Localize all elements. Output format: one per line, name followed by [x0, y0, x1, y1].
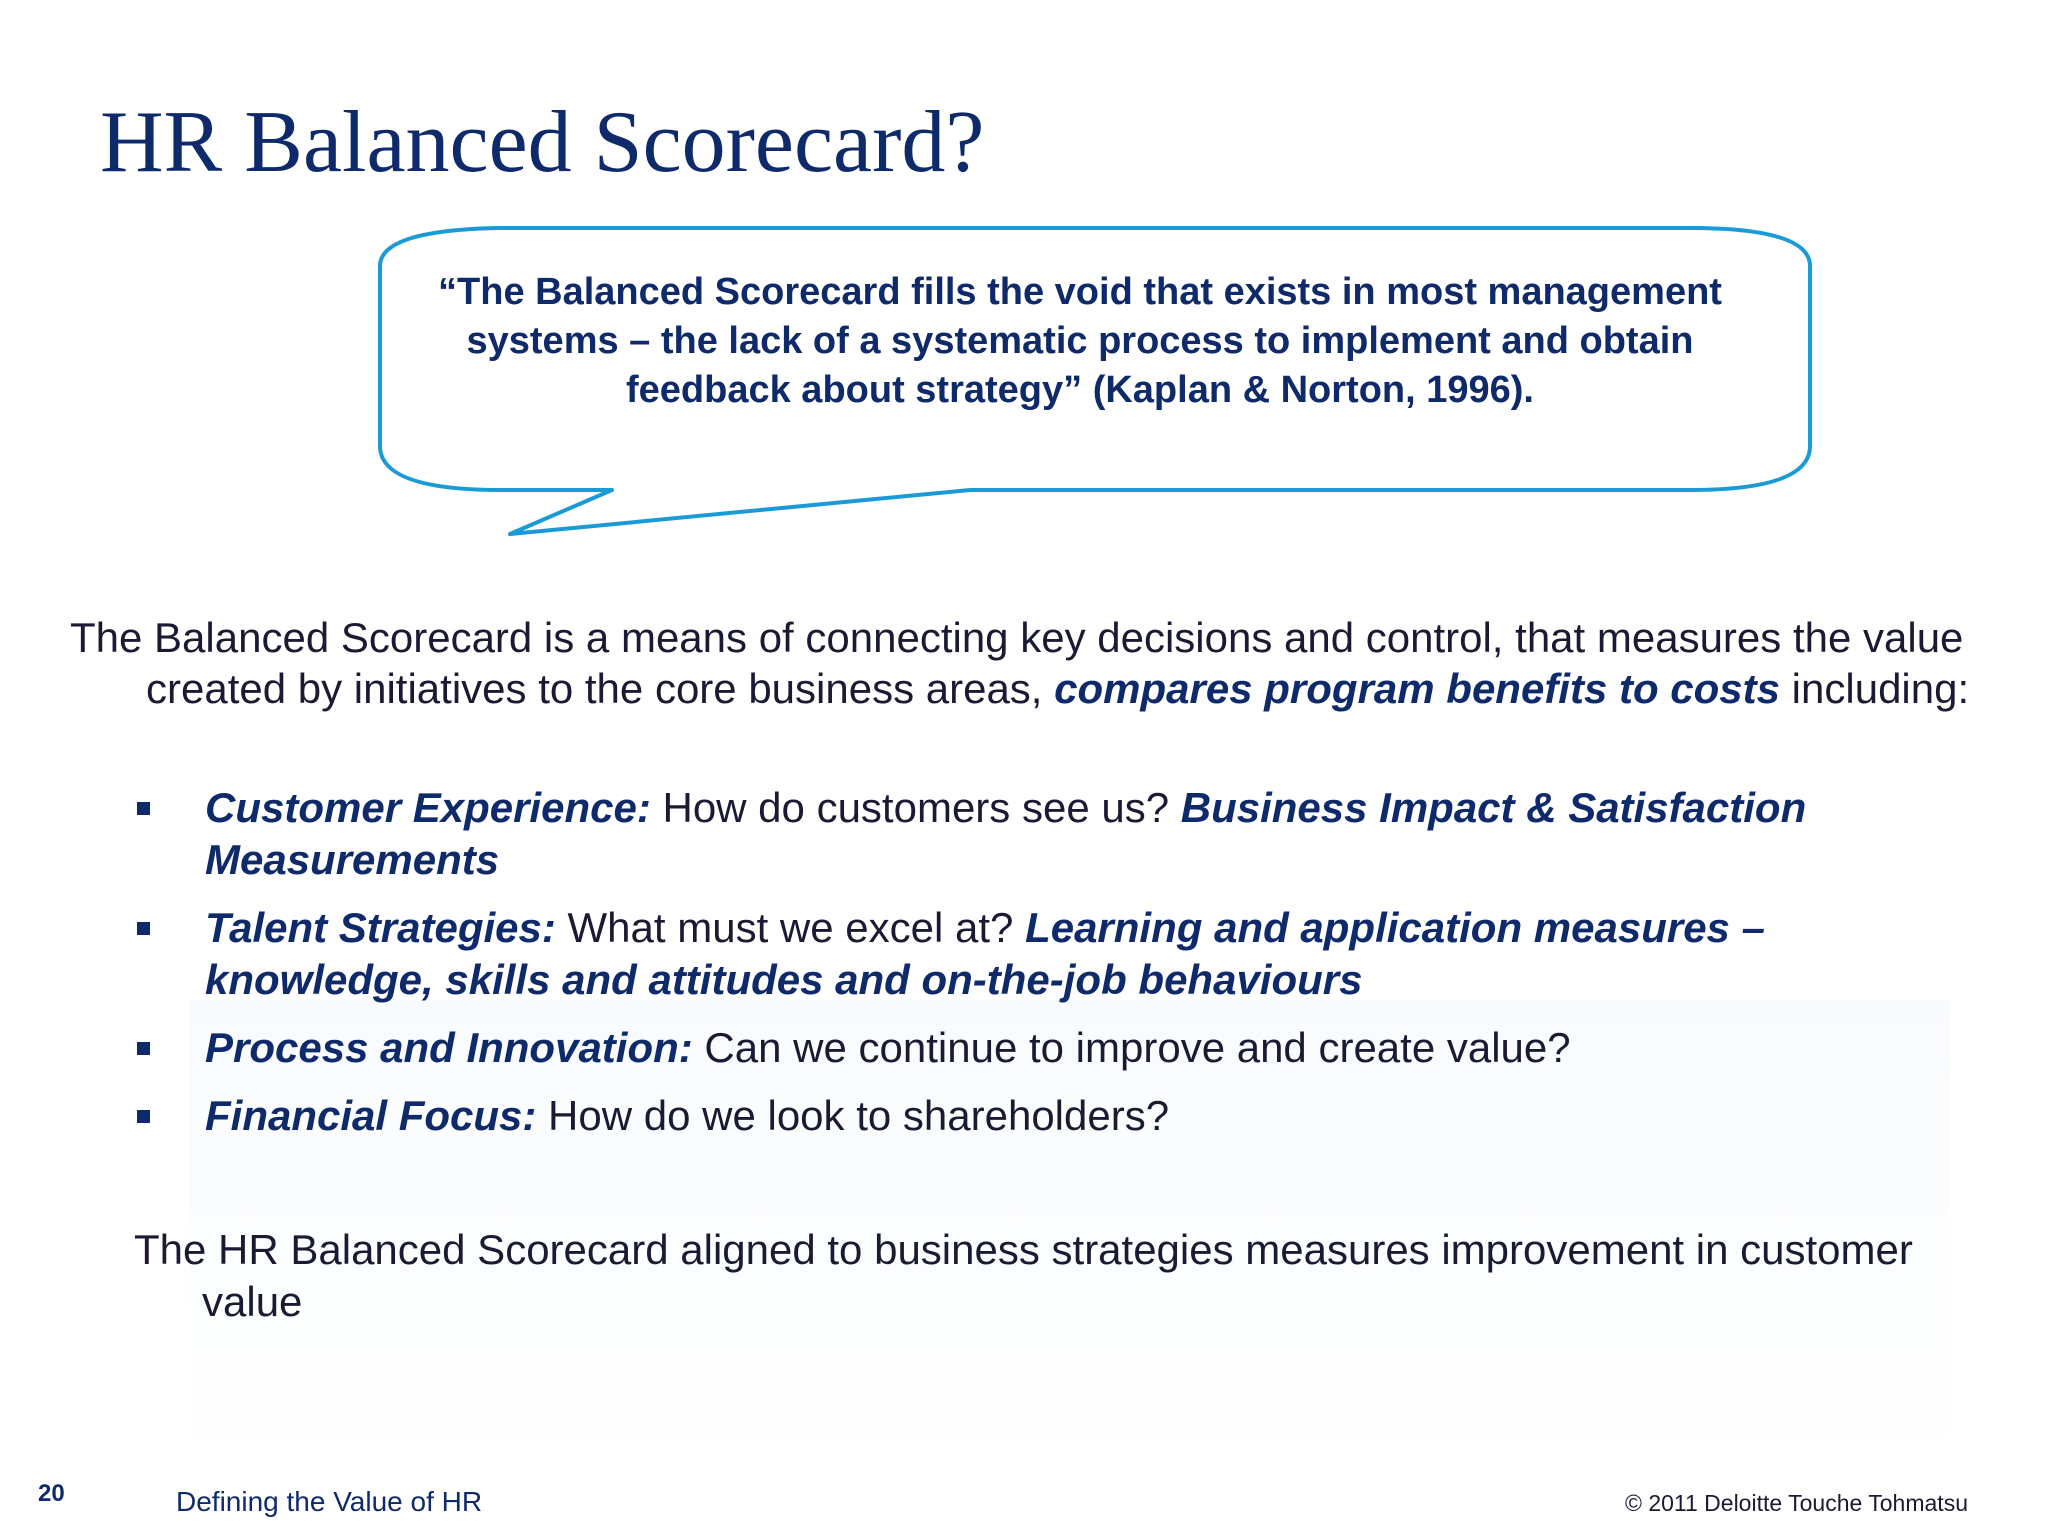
quote-text: “The Balanced Scorecard fills the void that exists in most management systems – the lack of a systematic process to implement and obtain feedback about strategy” (Kaplan & Norton, 1996). [438, 271, 1722, 411]
closing-paragraph: The HR Balanced Scorecard aligned to business strategies measures improvement in customer value [134, 1226, 1913, 1325]
list-item [135, 782, 1935, 886]
perspective-label: Process and Innovation: [205, 1024, 693, 1071]
intro-emphasis: compares program benefits to costs [1054, 665, 1781, 712]
list-item [135, 1022, 1935, 1074]
perspective-measure: Learning and application measures – knowledge, skills and attitudes and on-the-job behaviours [205, 904, 1765, 1003]
perspective-label: Talent Strategies: [205, 904, 556, 951]
perspective-question: How do customers see us? [650, 784, 1181, 831]
list-item [135, 902, 1935, 1006]
page-number: 20 [38, 1480, 65, 1507]
intro-paragraph [70, 612, 1996, 714]
square-bullet-icon [137, 1042, 150, 1055]
perspective-measure: Business Impact & Satisfaction Measurements [205, 784, 1807, 883]
perspective-label: Customer Experience: [205, 784, 651, 831]
square-bullet-icon [137, 1110, 150, 1123]
list-item [135, 1090, 1935, 1142]
intro-text: The Balanced Scorecard is a means of connecting key decisions and control, that measures the value created by initiatives to the core business areas, [70, 614, 1964, 712]
perspective-list [135, 782, 1935, 1158]
footer-copyright: © 2011 Deloitte Touche Tohmatsu [1624, 1490, 1968, 1516]
slide-title: HR Balanced Scorecard? [100, 94, 985, 191]
perspective-question: How do we look to shareholders? [536, 1092, 1170, 1139]
intro-text-after: including: [1780, 665, 1970, 712]
perspective-label: Financial Focus: [205, 1092, 537, 1139]
footer-presentation-title: Defining the Value of HR [176, 1486, 483, 1517]
square-bullet-icon [137, 802, 150, 815]
square-bullet-icon [137, 922, 150, 935]
perspective-question: What must we excel at? [555, 904, 1026, 951]
perspective-question: Can we continue to improve and create value? [692, 1024, 1571, 1071]
